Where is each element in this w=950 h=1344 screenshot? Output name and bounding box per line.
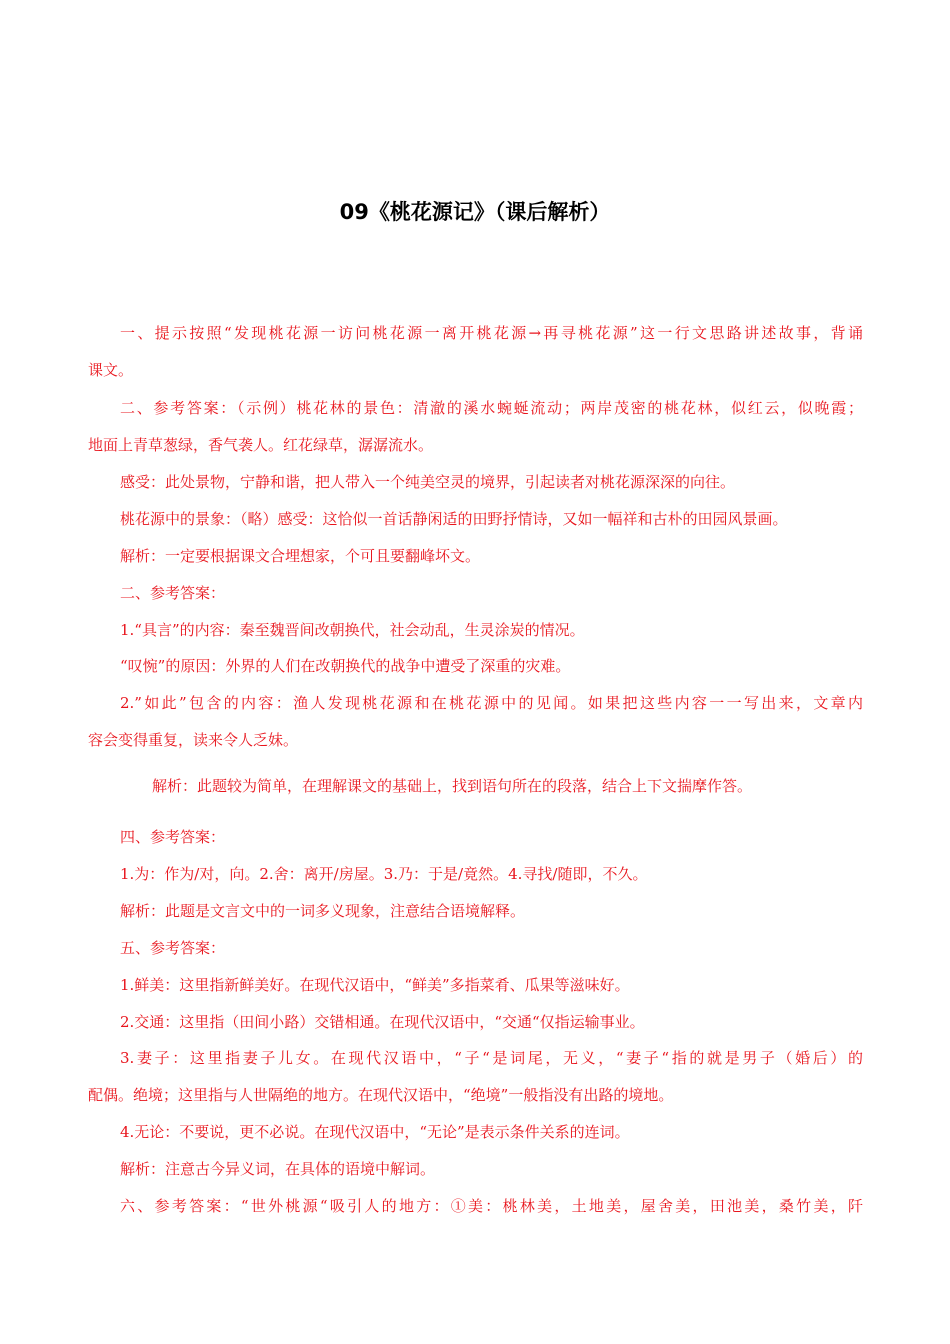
answer-line-3: 二、参考答案：（示例）桃花林的景色：清澈的溪水蜿蜒流动；两岸茂密的桃花林，似红云，似晚霞； (120, 399, 863, 417)
answer-line-6: 桃花源中的景象：（略）感受：这恰似一首话静闲适的田野抒情诗，又如一幅祥和古朴的田园风景画。 (120, 510, 788, 528)
answer-line-18: 1.鲜美：这里指新鲜美好。在现代汉语中，“鲜美”多指菜肴、瓜果等滋味好。 (120, 976, 630, 994)
answer-line-22: 4.无论：不要说，更不必说。在现代汉语中，“无论”是表示条件关系的连词。 (120, 1123, 630, 1141)
document-title: 09《桃花源记》（课后解析） (339, 200, 611, 224)
answer-line-11: 2.”如此”包含的内容：渔人发现桃花源和在桃花源中的见闻。如果把这些内容一一写出来，文章内 (120, 694, 863, 712)
answer-line-17: 五、参考答案： (120, 939, 226, 957)
answer-line-9: 1.“具言”的内容：秦至魏晋间改朝换代，社会动乱，生灵涂炭的情况。 (120, 621, 585, 639)
answer-line-4: 地面上青草葱绿，香气袭人。红花绿草，潺潺流水。 (88, 436, 434, 454)
answer-line-8: 二、参考答案： (120, 584, 226, 602)
answer-line-15: 1.为：作为/对，向。2.舍：离开/房屋。3.乃：于是/竟然。4.寻找/随即，不久。 (120, 865, 648, 883)
answer-line-19: 2.交通：这里指（田间小路）交错相通。在现代汉语中，“交通“仅指运输事业。 (120, 1013, 645, 1031)
answer-line-23: 解析：注意古今异义词，在具体的语境中解词。 (120, 1160, 436, 1178)
answer-line-16: 解析：此题是文言文中的一词多义现象，注意结合语境解释。 (120, 902, 526, 920)
answer-line-20: 3.妻子：这里指妻子儿女。在现代汉语中，“子“是词尾，无义，“妻子“指的就是男子（婚后）的 (120, 1049, 863, 1067)
answer-line-13: 解析：此题较为简单，在理解课文的基础上，找到语句所在的段落，结合上下文揣摩作答。 (152, 777, 753, 795)
answer-line-1: 一、提示按照“发现桃花源一访问桃花源一离开桃花源→再寻桃花源”这一行文思路讲述故事，背诵 (120, 324, 863, 342)
answer-line-12: 容会变得重复，读来令人乏妹。 (88, 731, 299, 749)
answer-line-10: “叹惋”的原因：外界的人们在改朝换代的战争中遭受了深重的灾难。 (120, 657, 571, 675)
answer-line-7: 解析：一定要根据课文合埋想家，个可且要翻峰坏文。 (120, 547, 481, 565)
answer-line-21: 配偶。绝境；这里指与人世隔绝的地方。在现代汉语中，“绝境”一般指没有出路的境地。 (88, 1086, 674, 1104)
answer-line-5: 感受：此处景物，宁静和谐，把人带入一个纯美空灵的境界，引起读者对桃花源深深的向往。 (120, 473, 736, 491)
answer-line-2: 课文。 (88, 361, 134, 379)
answer-line-14: 四、参考答案： (120, 828, 226, 846)
answer-line-24: 六、参考答案：“世外桃源“吸引人的地方：①美：桃林美，土地美，屋舍美，田池美，桑竹美，阡 (120, 1197, 863, 1215)
